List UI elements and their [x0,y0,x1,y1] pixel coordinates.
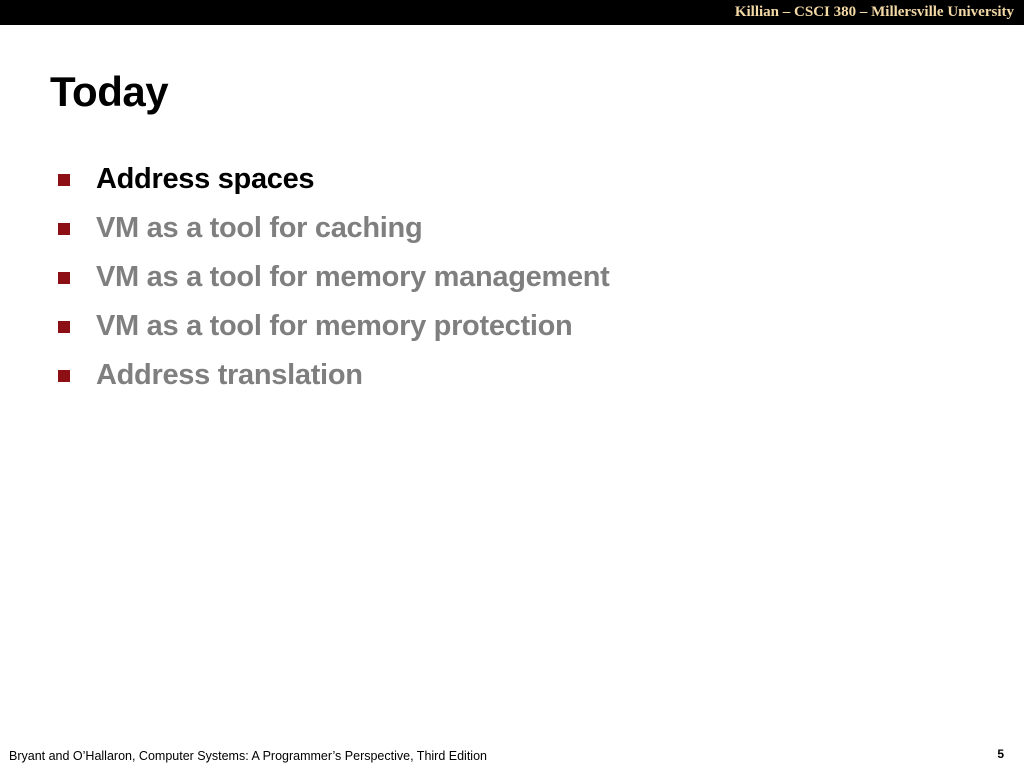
square-bullet-icon [58,321,70,333]
footer-citation: Bryant and O’Hallaron, Computer Systems: A Programmer’s Perspective, Third Edition [9,749,487,763]
agenda-item-label: VM as a tool for caching [96,212,423,244]
course-header: Killian – CSCI 380 – Millersville University [734,4,1014,20]
square-bullet-icon [58,272,70,284]
agenda-item-label: VM as a tool for memory protection [96,310,573,342]
square-bullet-icon [58,370,70,382]
agenda-item-label: VM as a tool for memory management [96,261,610,293]
slide-title: Today [50,68,169,115]
agenda-list [56,155,610,400]
agenda-item [56,155,610,204]
agenda-item [56,351,610,400]
page-number: 5 [997,747,1004,761]
agenda-item [56,302,610,351]
square-bullet-icon [58,223,70,235]
header-bar [0,0,1024,25]
agenda-item-label: Address translation [96,359,363,391]
square-bullet-icon [58,174,70,186]
agenda-item-label: Address spaces [96,163,315,195]
agenda-item [56,204,610,253]
agenda-item [56,253,610,302]
